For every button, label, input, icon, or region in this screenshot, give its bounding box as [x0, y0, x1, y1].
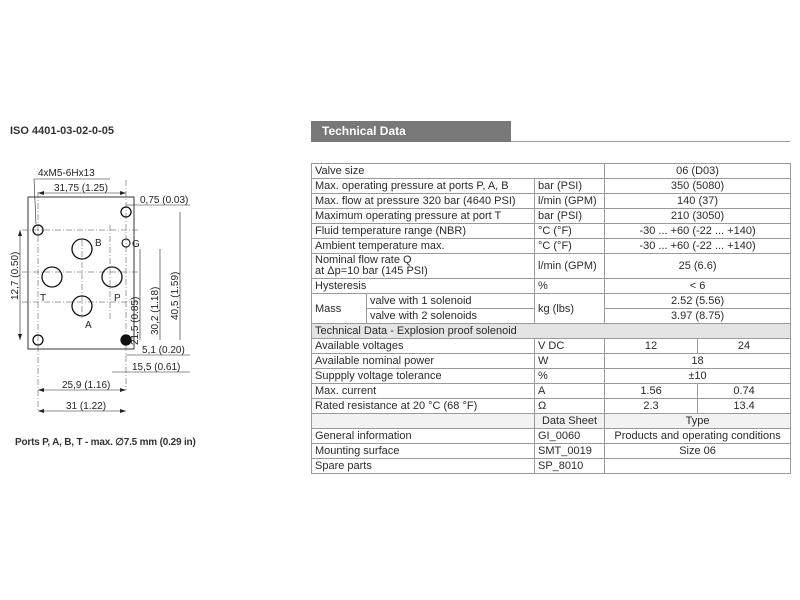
- dim-31-75: 31,75 (1.25): [54, 183, 108, 194]
- dim-5-1: 5,1 (0.20): [142, 345, 185, 356]
- table-row: Available voltages V DC 12 24: [312, 339, 791, 354]
- table-row: Suppply voltage tolerance % ±10: [312, 369, 791, 384]
- table-row: Rated resistance at 20 °C (68 °F) Ω 2.3 13.4: [312, 399, 791, 414]
- table-row: Maximum operating pressure at port T bar (PSI) 210 (3050): [312, 209, 791, 224]
- header-rule: [511, 141, 790, 142]
- table-row: Fluid temperature range (NBR) °C (°F) -30 ... +60 (-22 ... +140): [312, 224, 791, 239]
- ports-note: Ports P, A, B, T - max. ∅7.5 mm (0.29 in): [15, 437, 196, 448]
- table-row: valve with 2 solenoids 3.97 (8.75): [312, 309, 791, 324]
- table-row: Available nominal power W 18: [312, 354, 791, 369]
- table-row: Ambient temperature max. °C (°F) -30 ... +60 (-22 ... +140): [312, 239, 791, 254]
- iso-code-title: ISO 4401-03-02-0-05: [10, 125, 114, 137]
- table-row: Max. current A 1.56 0.74: [312, 384, 791, 399]
- thread-label: 4xM5-6Hx13: [38, 168, 95, 179]
- plate-outline: [28, 197, 134, 349]
- dim-31: 31 (1.22): [66, 401, 107, 412]
- port-a-label: A: [85, 320, 92, 331]
- table-header-row: Data Sheet Type: [312, 414, 791, 429]
- table-row: Nominal flow rate Q at Δp=10 bar (145 PSI) l/min (GPM) 25 (6.6): [312, 254, 791, 279]
- port-g-label: G: [132, 239, 140, 250]
- nominal-flow-line1: Nominal flow rate Q: [315, 254, 412, 266]
- section-row: Technical Data - Explosion proof solenoid: [312, 324, 791, 339]
- dim-25-9: 25,9 (1.16): [62, 380, 111, 391]
- technical-data-table: [311, 163, 791, 474]
- port-b-label: B: [95, 238, 102, 249]
- dim-15-5: 15,5 (0.61): [132, 362, 181, 373]
- table-row: Max. operating pressure at ports P, A, B bar (PSI) 350 (5080): [312, 179, 791, 194]
- table-row: Hysteresis % < 6: [312, 279, 791, 294]
- dim-40-5: 40,5 (1.59): [170, 271, 181, 320]
- table-row: Mounting surface SMT_0019 Size 06: [312, 444, 791, 459]
- port-t-circle: [42, 267, 62, 287]
- mounting-surface-drawing: [0, 0, 300, 600]
- dim-12-7: 12,7 (0.50): [10, 251, 21, 300]
- technical-data-header: Technical Data: [311, 121, 511, 142]
- table-row: Max. flow at pressure 320 bar (4640 PSI) l/min (GPM) 140 (37): [312, 194, 791, 209]
- table-row: General information GI_0060 Products and operating conditions: [312, 429, 791, 444]
- nominal-flow-line2: at Δp=10 bar (145 PSI): [315, 265, 428, 277]
- port-p-label: P: [114, 293, 121, 304]
- table-row: Spare parts SP_8010: [312, 459, 791, 474]
- table-row: Valve size 06 (D03): [312, 164, 791, 179]
- table-row: Mass valve with 1 solenoid kg (lbs) 2.52 (5.56): [312, 294, 791, 309]
- port-t-label: T: [40, 293, 47, 304]
- dim-30-2: 30,2 (1.18): [150, 286, 161, 335]
- dim-0-75: 0,75 (0.03): [140, 195, 189, 206]
- dim-21-5: 21,5 (0.85): [130, 296, 141, 345]
- port-p-circle: [102, 267, 122, 287]
